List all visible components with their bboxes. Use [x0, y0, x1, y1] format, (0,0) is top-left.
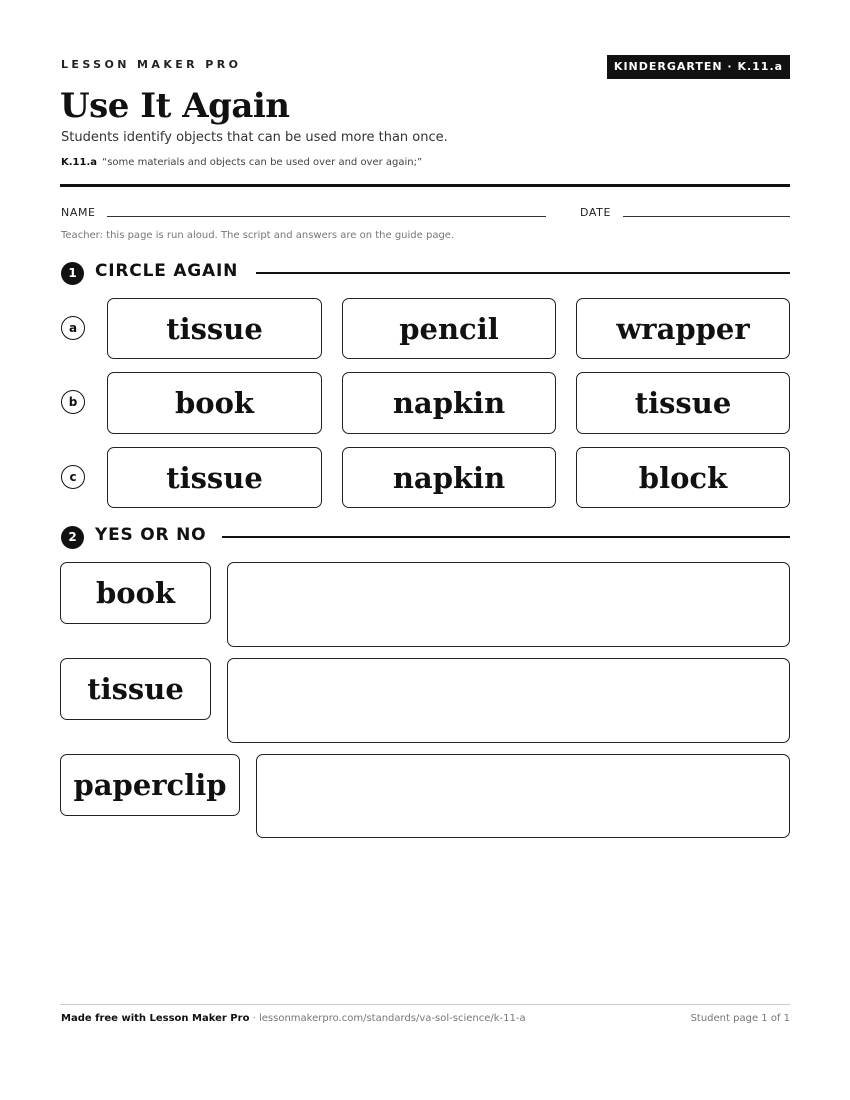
word-card[interactable]: block [576, 447, 790, 508]
word-card[interactable]: pencil [342, 298, 556, 359]
brand-name: LESSON MAKER PRO [61, 58, 242, 71]
word-card[interactable]: napkin [342, 372, 556, 434]
answer-box[interactable] [256, 754, 790, 838]
word-card[interactable]: wrapper [576, 298, 790, 359]
answer-box[interactable] [227, 562, 790, 647]
teacher-note: Teacher: this page is run aloud. The script and answers are on the guide page. [61, 230, 455, 241]
grade-standard-badge: KINDERGARTEN · K.11.a [607, 55, 790, 79]
word-card: book [60, 562, 211, 624]
page-subtitle: Students identify objects that can be used more than once. [61, 130, 448, 145]
word-card: tissue [60, 658, 211, 720]
footer-page-number: Student page 1 of 1 [690, 1013, 790, 1024]
row-letter-a: a [61, 316, 85, 340]
page-title: Use It Again [60, 86, 290, 126]
section-2-rule [222, 536, 790, 538]
standard-quote: “some materials and objects can be used over and over again;” [102, 157, 423, 168]
section-2-number: 2 [61, 526, 84, 549]
word-card[interactable]: tissue [107, 447, 322, 508]
footer-made-with: Made free with Lesson Maker Pro [61, 1013, 250, 1024]
row-letter-c: c [61, 465, 85, 489]
word-card[interactable]: book [107, 372, 322, 434]
word-card[interactable]: tissue [576, 372, 790, 434]
footer-credit [61, 1013, 526, 1024]
word-card[interactable]: napkin [342, 447, 556, 508]
section-2-title: YES OR NO [95, 525, 207, 545]
footer-url[interactable]: lessonmakerpro.com/standards/va-sol-science/k-11-a [258, 1013, 526, 1024]
name-write-line[interactable] [107, 216, 546, 217]
word-card[interactable]: tissue [107, 298, 322, 359]
row-letter-b: b [61, 390, 85, 414]
section-1-title: CIRCLE AGAIN [95, 261, 239, 281]
name-label: NAME [61, 206, 96, 219]
answer-box[interactable] [227, 658, 790, 743]
footer-separator: · [249, 1013, 259, 1024]
standard-line [61, 157, 422, 168]
word-card: paperclip [60, 754, 240, 816]
standard-code: K.11.a [61, 157, 98, 168]
section-1-number: 1 [61, 262, 84, 285]
footer-divider [60, 1004, 790, 1005]
header-divider [60, 184, 790, 187]
date-label: DATE [580, 206, 612, 219]
date-write-line[interactable] [623, 216, 790, 217]
section-1-rule [256, 272, 790, 274]
